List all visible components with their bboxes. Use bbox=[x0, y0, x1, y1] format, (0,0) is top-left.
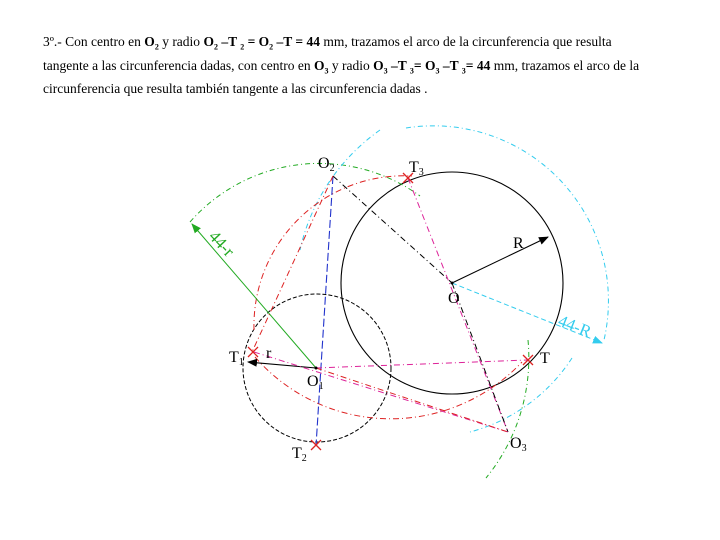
arc-red-o2 bbox=[254, 176, 412, 330]
line-O1-T bbox=[316, 360, 528, 368]
arc-cyan-lower bbox=[470, 358, 572, 432]
radius-r-arrow bbox=[248, 362, 316, 368]
line-O2-O1 bbox=[316, 176, 333, 446]
label-T: T bbox=[540, 350, 550, 367]
line-O1-O3 bbox=[316, 368, 508, 432]
label-r: r bbox=[266, 345, 272, 362]
arc-cyan-44R bbox=[406, 126, 608, 340]
line-O-O3 bbox=[452, 283, 508, 432]
label-dim-44R: 44-R bbox=[555, 311, 595, 342]
label-T2: T2 bbox=[292, 445, 307, 464]
line-O2-O bbox=[333, 176, 452, 283]
label-O3: O3 bbox=[510, 435, 527, 454]
label-O2: O2 bbox=[318, 155, 335, 174]
problem-statement: 3º.- Con centro en $O_2$ y radio $O_2$ –T $_2 = O_2$ –T = 44 mm, trazamos el arco de la circunferencia que resulta tangente a las circunferencia dadas, con centro en $O_3$ y radio $O_3$ –T $_3= O_3$ –T $_3$= 44 mm, trazamos el arco de la circunferencia que resulta también tangente a las circunferencia dadas . bbox=[43, 34, 640, 97]
label-O: O bbox=[448, 290, 460, 307]
tangent-marks bbox=[248, 173, 533, 450]
label-T1: T1 bbox=[229, 349, 244, 368]
center-O-dot bbox=[451, 282, 454, 285]
line-O2-T1 bbox=[252, 176, 333, 352]
radius-R-arrow bbox=[452, 237, 548, 283]
label-dim-44r: 44-r bbox=[205, 226, 239, 261]
label-R: R bbox=[513, 235, 524, 252]
label-T3: T3 bbox=[409, 159, 424, 178]
center-O1-dot bbox=[315, 367, 318, 370]
label-O1: O1 bbox=[307, 373, 324, 392]
